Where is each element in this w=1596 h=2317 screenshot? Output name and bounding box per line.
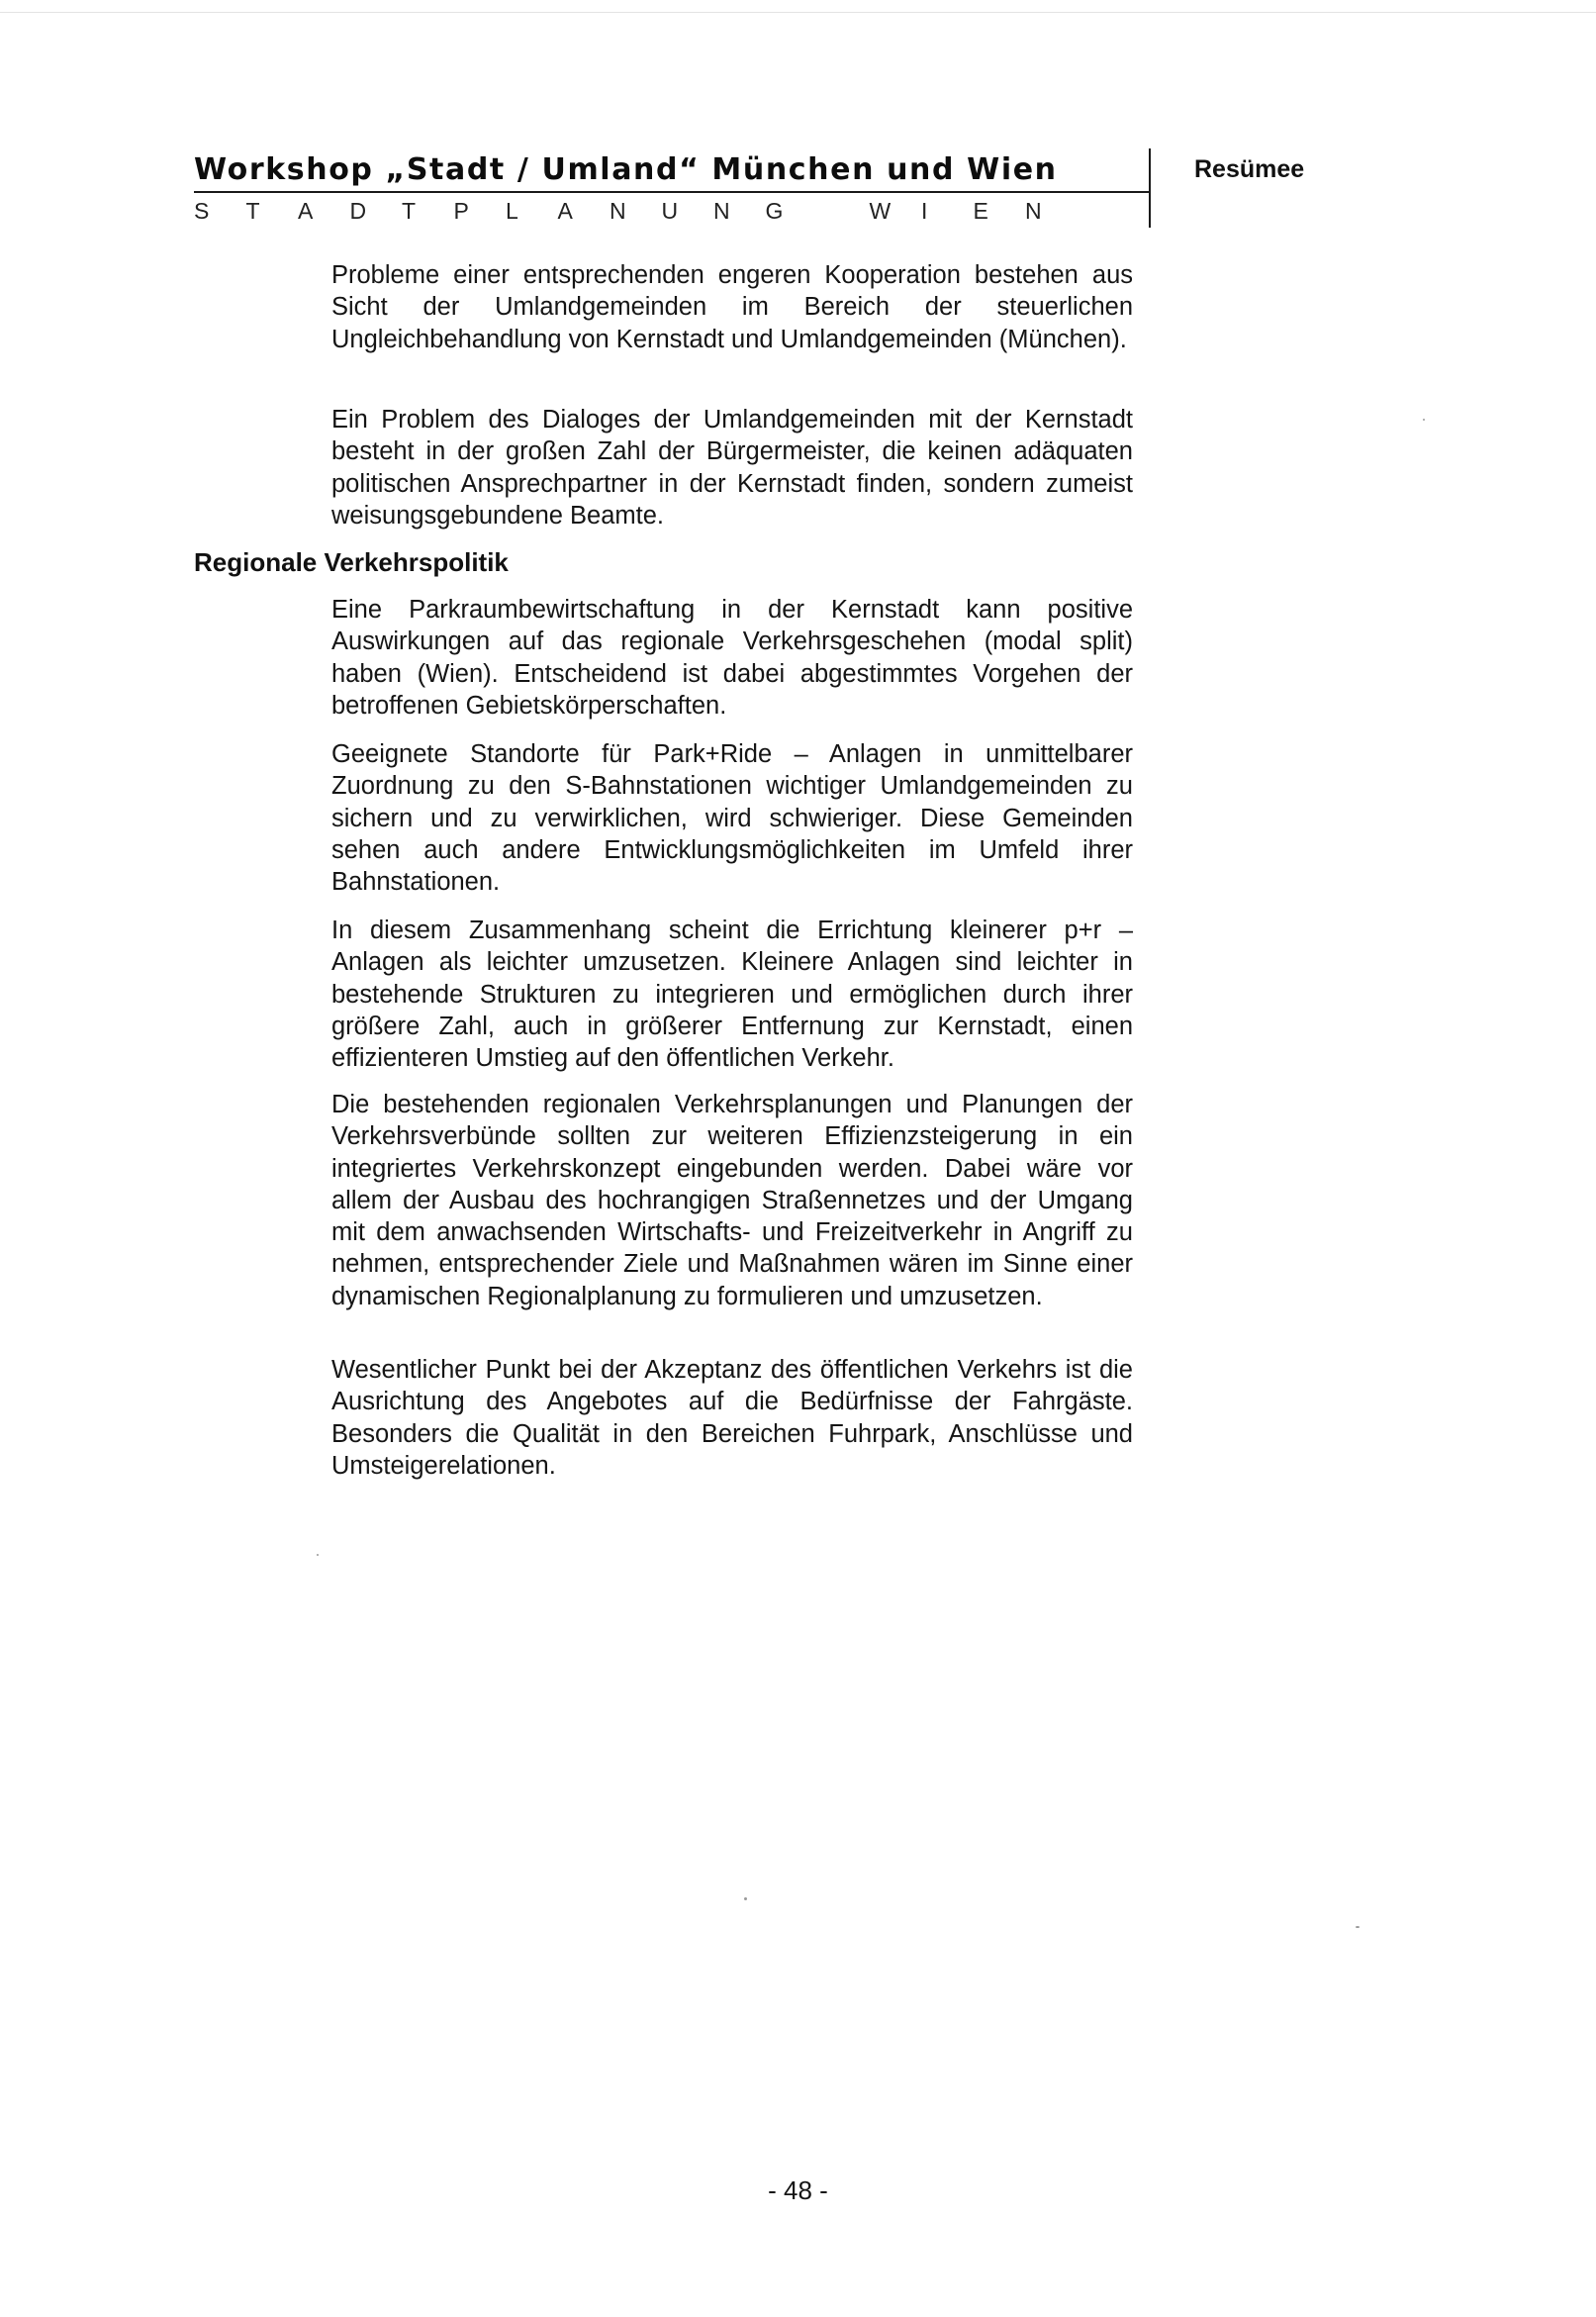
subtitle-letter: T (402, 198, 417, 224)
scan-speck (744, 1897, 747, 1900)
subtitle-gap (817, 198, 870, 225)
body-paragraph: Ein Problem des Dialoges der Umlandgemeinden mit der Kernstadt besteht in der großen Zahl der Bürgermeister, die keinen adäquaten politischen Ansprechpartner in der Kernstadt finden, sondern zumeist weisungsgebundene Beamte. (331, 406, 1133, 530)
subtitle-letter: D (349, 198, 367, 224)
scan-speck (317, 1554, 319, 1556)
subtitle-letter: N (713, 198, 730, 224)
subtitle-letter: N (610, 198, 626, 224)
header-title: Workshop „Stadt / Umland“ München und Wien (194, 152, 1058, 187)
subtitle-letter: G (765, 198, 784, 224)
page-header (194, 148, 1151, 230)
header-subtitle (194, 198, 1078, 225)
header-rule (194, 191, 1151, 193)
subtitle-letter: A (557, 198, 573, 224)
subtitle-letter: W (869, 198, 892, 224)
subtitle-letter: P (453, 198, 469, 224)
body-paragraph: Geeignete Standorte für Park+Ride – Anlagen in unmittelbarer Zuordnung zu den S-Bahnstationen wichtiger Umlandgemeinden zu sichern und zu verwirklichen, wird schwieriger. Diese Gemeinden sehen auch andere Entwicklungsmöglichkeiten im Umfeld ihrer Bahnstationen. (331, 740, 1133, 897)
body-paragraph: In diesem Zusammenhang scheint die Errichtung kleinerer p+r – Anlagen als leichter umzusetzen. Kleinere Anlagen sind leichter in bestehende Strukturen zu integrieren und ermöglichen durch ihrer größere Zahl, auch in größerer Entfernung zur Kernstadt, einen effizienteren Umstieg auf den öffentlichen Verkehr. (331, 917, 1133, 1073)
header-vertical-rule (1149, 148, 1151, 228)
scan-speck (1423, 419, 1425, 421)
subtitle-letter: S (194, 198, 210, 224)
subtitle-letter: U (661, 198, 679, 224)
subtitle-letter: I (921, 198, 928, 224)
section-heading: Regionale Verkehrspolitik (194, 547, 509, 577)
subtitle-letter: A (298, 198, 314, 224)
body-paragraph: Wesentlicher Punkt bei der Akzeptanz des öffentlichen Verkehrs ist die Ausrichtung des Angebotes auf die Bedürfnisse der Fahrgäste. Besonders die Qualität in den Bereichen Fuhrpark, Anschlüsse und Umsteigerelationen. (331, 1356, 1133, 1480)
page-number: - 48 - (768, 2175, 828, 2205)
body-paragraph: Eine Parkraumbewirtschaftung in der Kernstadt kann positive Auswirkungen auf das regionale Verkehrsgeschehen (modal split) haben (Wien). Entscheidend ist dabei abgestimmtes Vorgehen der betroffenen Gebietskörperschaften. (331, 596, 1133, 720)
section-tag: Resümee (1194, 155, 1305, 183)
subtitle-letter: N (1025, 198, 1042, 224)
subtitle-letter: E (973, 198, 988, 224)
scan-speck (1356, 1926, 1360, 1928)
scan-edge-line (0, 12, 1596, 13)
subtitle-letter: T (245, 198, 260, 224)
subtitle-letter: L (506, 198, 518, 224)
body-paragraph: Probleme einer entsprechenden engeren Kooperation bestehen aus Sicht der Umlandgemeinden im Bereich der steuerlichen Ungleichbehandlung von Kernstadt und Umlandgemeinden (München). (331, 261, 1133, 353)
body-paragraph: Die bestehenden regionalen Verkehrsplanungen und Planungen der Verkehrsverbünde sollten zur weiteren Effizienzsteigerung in ein integriertes Verkehrskonzept eingebunden werden. Dabei wäre vor allem der Ausbau des hochrangigen Straßennetzes und der Umgang mit dem anwachsenden Wirtschafts- und Freizeitverkehr in Angriff zu nehmen, entsprechender Ziele und Maßnahmen wären im Sinne einer dynamischen Regionalplanung zu formulieren und umzusetzen. (331, 1091, 1133, 1310)
